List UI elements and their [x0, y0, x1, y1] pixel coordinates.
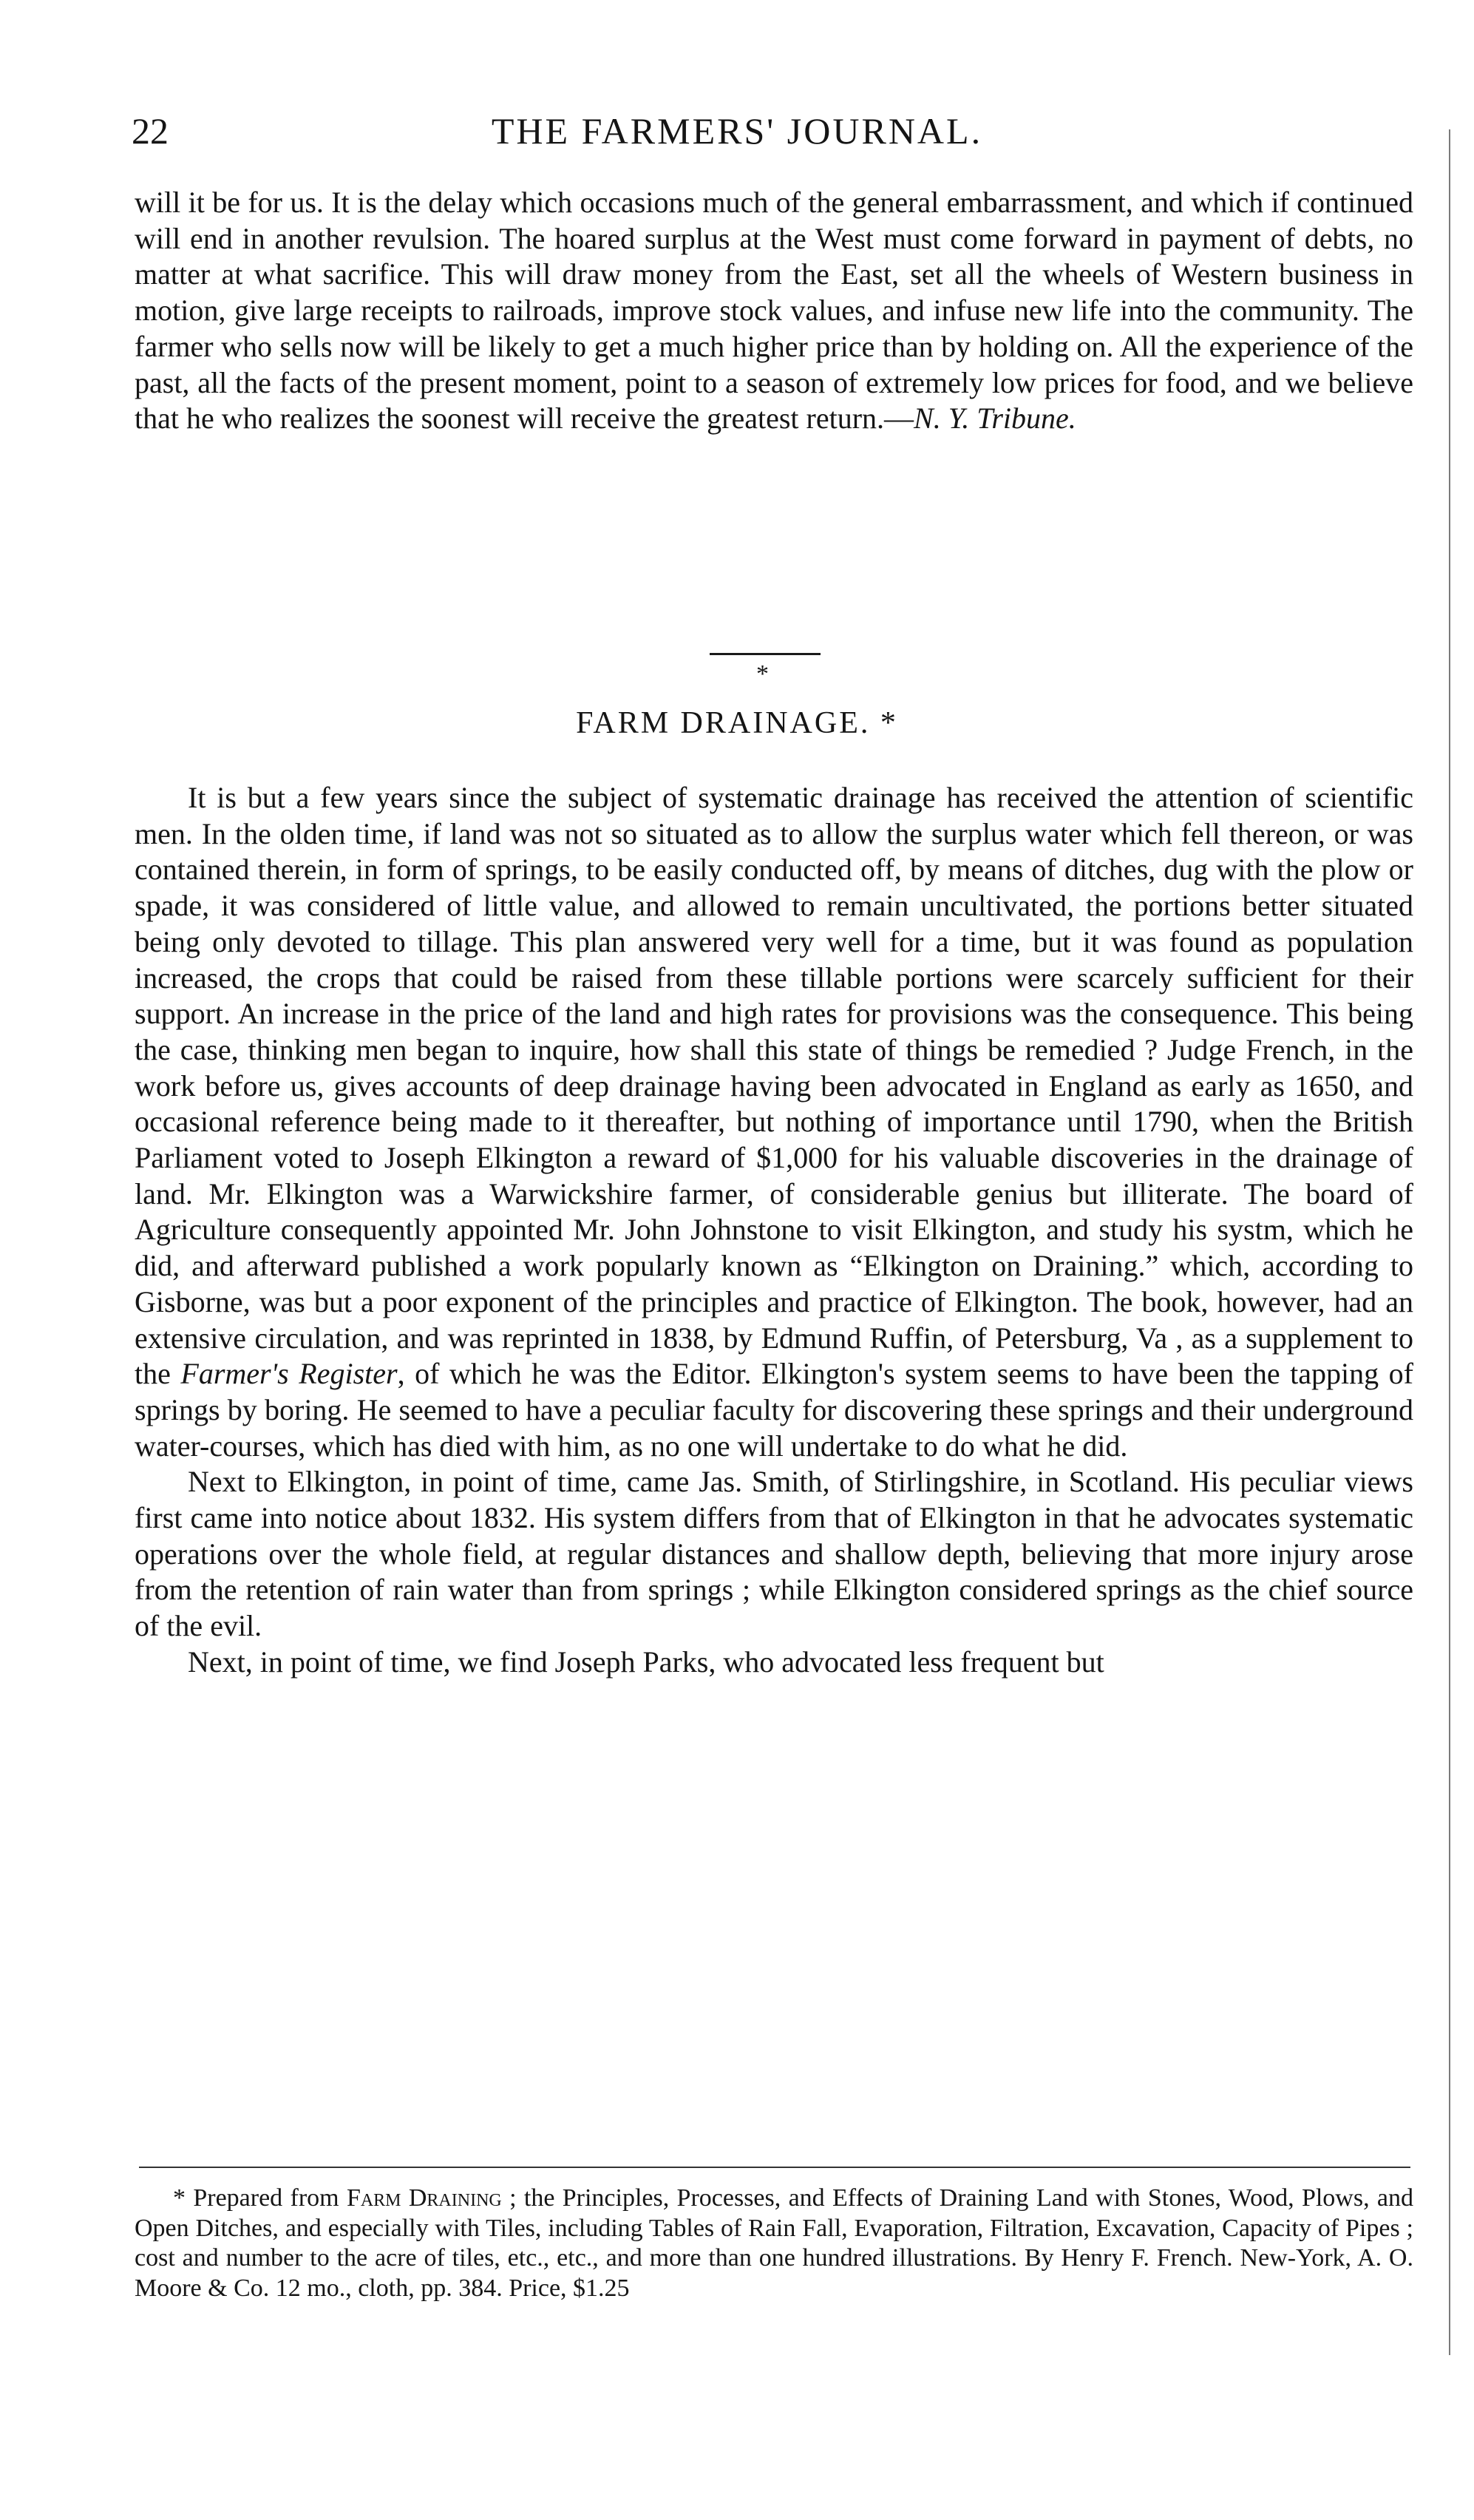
running-head: THE FARMERS' JOURNAL. — [491, 110, 983, 152]
opening-paragraph — [135, 185, 1413, 437]
footnote-lead: * Prepared from — [173, 2184, 347, 2212]
opening-paragraph-text: will it be for us. It is the delay which occasions much of the general embarrassment, and which if continued will end in another revulsion. The hoared surplus at the West must come forward in payment of debts, no matter at what sacrifice. This will draw money from the East, set all the wheels of Western business in motion, give large receipts to railroads, improve stock values, and infuse new life into the community. The farmer who sells now will be likely to get a much higher price than by holding on. All the experience of the past, all the facts of the present moment, point to a season of extremely low prices for food, and we believe that he who realizes the soonest will receive the greatest return.— — [135, 186, 1413, 436]
source-citation: N. Y. Tribune. — [914, 402, 1076, 436]
footnote-divider — [139, 2167, 1410, 2168]
article-body — [135, 780, 1413, 1681]
paragraph-text: It is but a few years since the subject of systematic drainage has received the attention of scientific men. In the olden time, if land was not so situated as to allow the surplus water which fell thereon, or was contained therein, in form of springs, to be easily conducted off, by means of ditches, dug with the plow or spade, it was considered of little value, and allowed to remain uncultivated, the portions better situated being only devoted to tillage. This plan answered very well for a time, but it was found as population increased, the crops that could be raised from these tillable portions were scarcely sufficient for their support. An increase in the price of the land and high rates for provisions was the consequence. This being the case, thinking men began to inquire, how shall this state of things be remedied ? Judge French, in the work before us, gives accounts of deep drainage having been advocated in England as early as 1650, and occasional reference being made to it thereafter, but nothing of importance until 1790, when the British Parliament voted to Joseph Elkington a reward of $1,000 for his valuable discoveries in the drainage of land. Mr. Elkington was a Warwickshire farmer, of considerable genius but illiterate. The board of Agriculture consequently appointed Mr. John Johnstone to visit Elkington, and study his systm, which he did, and afterward published a work popularly known as “Elkington on Draining.” which, according to Gisborne, was but a poor exponent of the principles and practice of Elkington. The book, however, had an extensive circulation, and was reprinted in 1838, by Edmund Ruffin, of Petersburg, Va , as a supplement to the — [135, 781, 1413, 1391]
footnote — [135, 2184, 1413, 2303]
periodical-title: Farmer's Register — [180, 1357, 398, 1391]
footnote-text: ; the Principles, Processes, and Effects of Draining Land with Stones, Wood, Plows, and Open Ditches, and especially with Tiles, including Tables of Rain Fall, Evaporation, Filtration, Excavation, Capacity of Pipes ; cost and number to the acre of tiles, etc., etc., and more than one hundred illustrations. By Henry F. French. New-York, A. O. Moore & Co. 12 mo., cloth, pp. 384. Price, $1.25 — [135, 2184, 1414, 2302]
page-edge-line — [1449, 129, 1450, 2355]
footnote-book-title: Farm Draining — [346, 2184, 502, 2212]
section-divider — [710, 653, 821, 655]
section-ornament: * — [756, 660, 769, 688]
paragraph: Next to Elkington, in point of time, came Jas. Smith, of Stirlingshire, in Scotland. His peculiar views first came into notice about 1832. His system differs from that of Elkington in that he advocates systematic operations over the whole field, at regular distances and shallow depth, believing that more injury arose from the retention of rain water than from springs ; while Elkington considered springs as the chief source of the evil. — [135, 1465, 1413, 1643]
section-title: FARM DRAINAGE. * — [576, 706, 898, 740]
paragraph — [135, 780, 1413, 1464]
paragraph-text: , of which he was the Editor. Elkington's system seems to have been the tapping of springs by boring. He seemed to have a peculiar faculty for discovering these springs and their underground water-courses, which has died with him, as no one will undertake to do what he did. — [135, 1357, 1413, 1463]
page-number: 22 — [132, 110, 169, 152]
paragraph: Next, in point of time, we find Joseph Parks, who advocated less frequent but — [188, 1645, 1104, 1679]
